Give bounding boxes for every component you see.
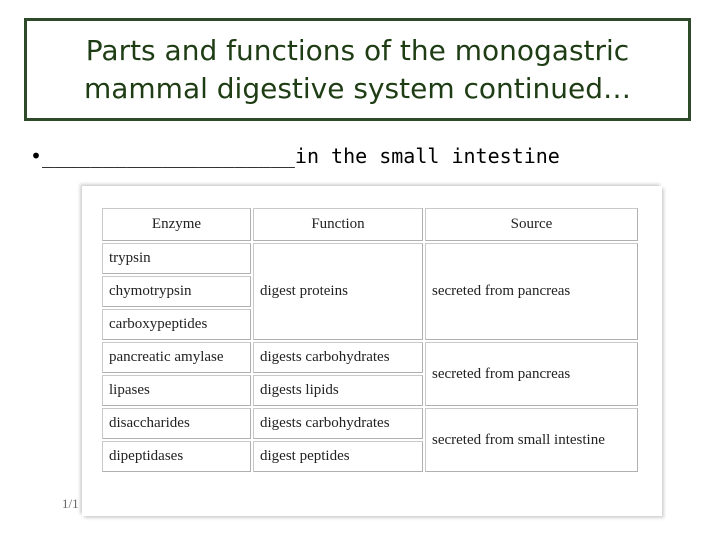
header-source: Source — [425, 208, 638, 241]
title-line-1: Parts and functions of the monogastric — [85, 33, 630, 67]
function-cell: digests carbohydrates — [253, 342, 423, 373]
function-cell: digests lipids — [253, 375, 423, 406]
bullet-text: in the small intestine — [294, 144, 560, 168]
enzyme-table — [100, 206, 640, 474]
enzyme-cell: trypsin — [102, 243, 251, 274]
enzyme-cell: lipases — [102, 375, 251, 406]
slide-number: 1/1 — [62, 496, 79, 511]
fill-in-blank: _____________________ — [42, 144, 295, 168]
table-header-row — [102, 208, 638, 241]
bullet-item — [30, 144, 560, 168]
header-enzyme: Enzyme — [102, 208, 251, 241]
table-row — [102, 243, 638, 274]
slide-title — [24, 18, 691, 121]
enzyme-cell: chymotrypsin — [102, 276, 251, 307]
table-row — [102, 408, 638, 439]
enzyme-cell: carboxypeptides — [102, 309, 251, 340]
title-line-2: mammal digestive system continued… — [83, 71, 632, 105]
enzyme-table-image — [82, 186, 662, 516]
source-cell: secreted from small intestine — [425, 408, 638, 472]
enzyme-cell: pancreatic amylase — [102, 342, 251, 373]
function-cell: digests carbohydrates — [253, 408, 423, 439]
header-function: Function — [253, 208, 423, 241]
bullet-marker: • — [30, 144, 43, 168]
enzyme-cell: disaccharides — [102, 408, 251, 439]
source-cell: secreted from pancreas — [425, 243, 638, 340]
source-cell: secreted from pancreas — [425, 342, 638, 406]
table-row — [102, 342, 638, 373]
enzyme-cell: dipeptidases — [102, 441, 251, 472]
function-cell: digest peptides — [253, 441, 423, 472]
function-cell: digest proteins — [253, 243, 423, 340]
